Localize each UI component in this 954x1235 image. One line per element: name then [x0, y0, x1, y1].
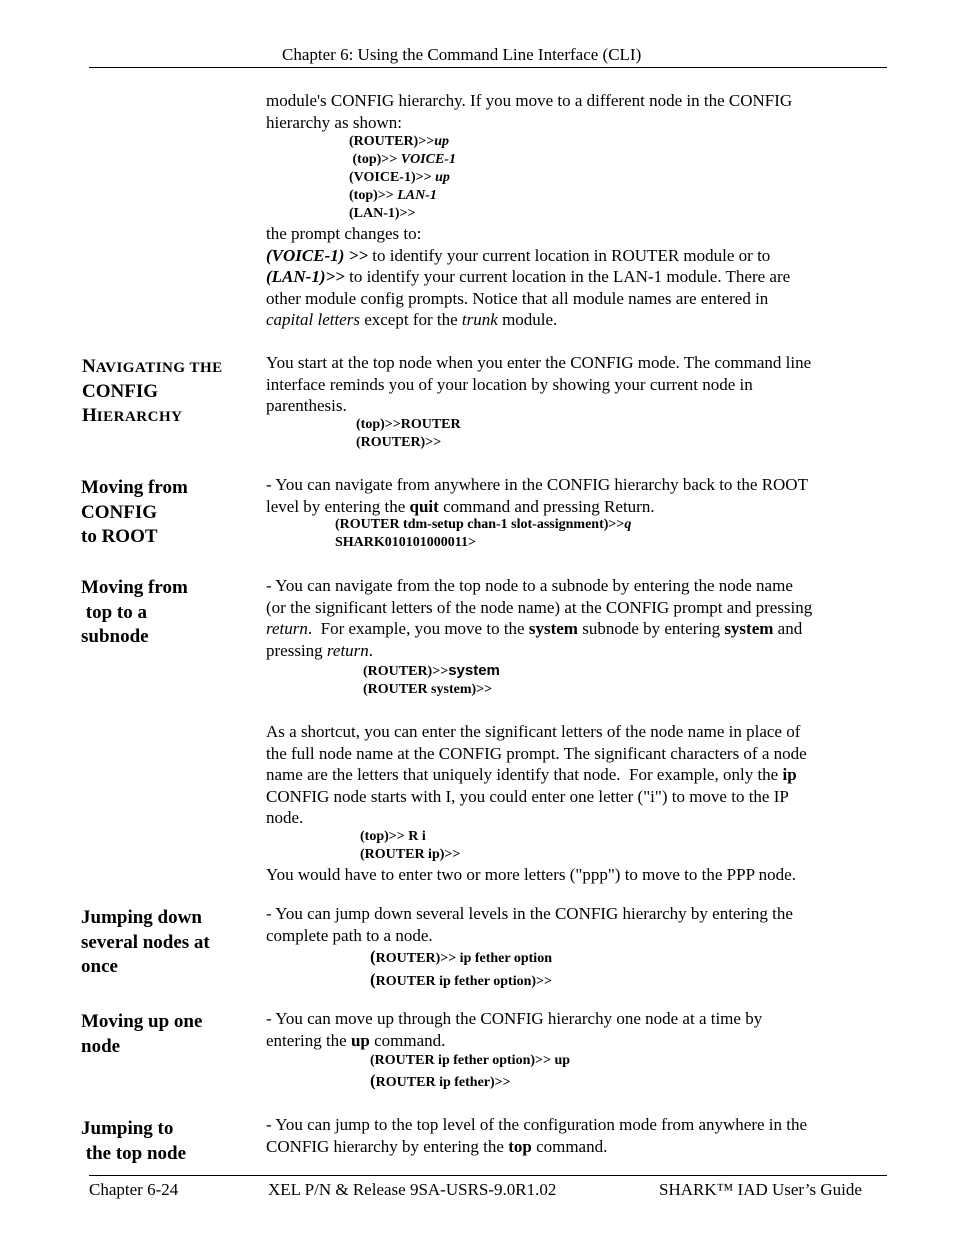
footer-guide-title: SHARK™ IAD User’s Guide: [659, 1180, 862, 1199]
subnode-commands: [363, 662, 500, 699]
section-heading-root: Moving from CONFIG to ROOT: [81, 477, 188, 547]
intro-command-list: [349, 133, 456, 223]
navigating-commands: [356, 416, 461, 452]
command-line: (top)>> R i: [360, 829, 426, 844]
section-heading-subnode: Moving from top to a subnode: [81, 577, 188, 647]
command-line: (ROUTER system)>>: [363, 682, 493, 697]
section-heading-top-node: Jumping to the top node: [81, 1118, 187, 1164]
command-line: SHARK010101000011>: [335, 535, 476, 550]
ppp-note: You would have to enter two or more letters ("ppp") to move to the PPP node.: [266, 865, 796, 884]
command-line: (ROUTER)>>: [356, 435, 442, 450]
command-line: (ROUTER ip)>>: [360, 847, 461, 862]
command-line: (top)>> VOICE-1: [349, 152, 456, 167]
command-line: (top)>>ROUTER: [356, 417, 461, 432]
subnode-paragraph: - You can navigate from the top node to a subnode by entering the node name (or the significant letters of the node name) at the CONFIG prompt and pressing return. For example, you move to the system subnode by entering system and pressing return.: [266, 576, 813, 660]
command-line: (VOICE-1)>> up: [349, 170, 450, 185]
command-line: (ROUTER ip fether option)>> up: [370, 1053, 571, 1068]
command-line: (ROUTER)>>up: [349, 134, 449, 149]
command-line: (LAN-1)>>: [349, 206, 416, 221]
navigating-paragraph: You start at the top node when you enter the CONFIG mode. The command line interface reminds you of your location by showing your current node in parenthesis.: [266, 353, 812, 415]
section-heading-move-up: Moving up one node: [81, 1011, 203, 1057]
intro-prompt-explanation: the prompt changes to: (VOICE-1) >> to identify your current location in ROUTER module or to (LAN-1)>> to identify your current location in the LAN-1 module. There are other module config prompts. Notice that all module names are entered in capital letters except for the trunk module.: [266, 224, 791, 329]
section-heading-jump-down: Jumping down several nodes at once: [81, 907, 210, 977]
footer-rule: [89, 1175, 887, 1176]
section-heading-navigating: NAVIGATING THE CONFIG HIERARCHY: [82, 356, 223, 426]
command-line: (ROUTER)>>system: [363, 662, 500, 679]
running-header: Chapter 6: Using the Command Line Interface (CLI): [282, 45, 642, 64]
command-line: (ROUTER ip fether)>>: [370, 1071, 511, 1090]
footer-release: XEL P/N & Release 9SA-USRS-9.0R1.02: [268, 1180, 557, 1199]
root-paragraph: - You can navigate from anywhere in the CONFIG hierarchy back to the ROOT level by entering the quit command and pressing Return.: [266, 475, 808, 516]
root-commands: [335, 516, 631, 552]
top-node-paragraph: - You can jump to the top level of the configuration mode from anywhere in the CONFIG hierarchy by entering the top command.: [266, 1115, 808, 1156]
jump-down-commands: [370, 946, 552, 992]
move-up-paragraph: - You can move up through the CONFIG hierarchy one node at a time by entering the up command.: [266, 1009, 763, 1050]
shortcut-commands: [360, 828, 460, 864]
shortcut-paragraph: As a shortcut, you can enter the significant letters of the node name in place of the full node name at the CONFIG prompt. The significant characters of a node name are the letters that uniquely identify that node. For example, only the ip CONFIG node starts with I, you could enter one letter ("i") to move to the IP node.: [266, 722, 807, 827]
intro-paragraph: module's CONFIG hierarchy. If you move to a different node in the CONFIG hierarchy as shown:: [266, 91, 793, 132]
move-up-commands: [370, 1051, 570, 1093]
command-line: (top)>> LAN-1: [349, 188, 437, 203]
jump-down-paragraph: - You can jump down several levels in the CONFIG hierarchy by entering the complete path to a node.: [266, 904, 793, 945]
command-line: (ROUTER ip fether option)>>: [370, 970, 552, 989]
header-rule: [89, 67, 887, 68]
command-line: (ROUTER)>> ip fether option: [370, 947, 552, 966]
footer-page-number: Chapter 6-24: [89, 1180, 179, 1199]
command-line: (ROUTER tdm-setup chan-1 slot-assignment)>>q: [335, 517, 632, 532]
